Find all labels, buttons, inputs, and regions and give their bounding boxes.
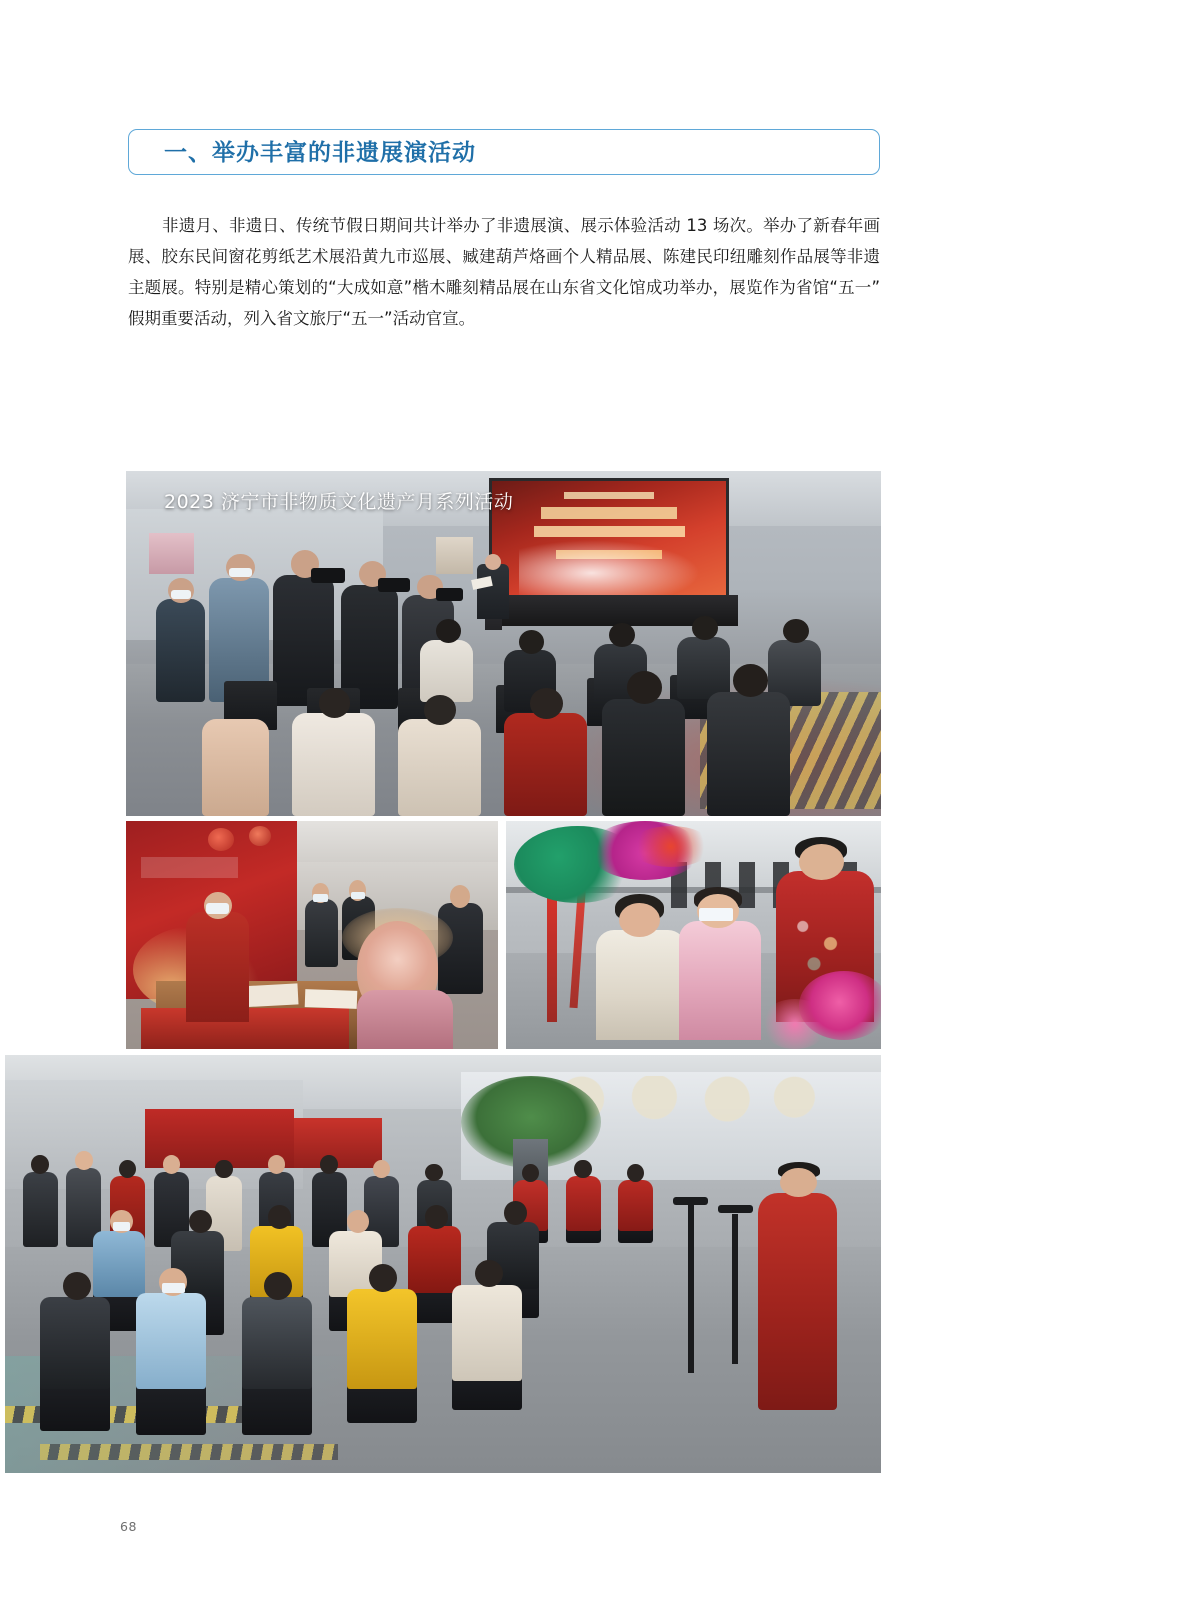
body-paragraph: 非遗月、非遗日、传统节假日期间共计举办了非遗展演、展示体验活动 13 场次。举办了新春年画展、胶东民间窗花剪纸艺术展沿黄九市巡展、臧建葫芦烙画个人精品展、陈建民印纽雕刻作品展等非遗主题展。特别是精心策划的“大成如意”楷木雕刻精品展在山东省文化馆成功举办，展览作为省馆“五一”假期重要活动，列入省文旅厅“五一”活动官宣。: [128, 216, 880, 328]
photo-caption-ceremony: 2023 济宁市非物质文化遗产月系列活动: [164, 491, 514, 513]
page-title: 一、举办丰富的非遗展演活动: [164, 140, 476, 166]
photo-performance: [5, 1055, 881, 1473]
photo-crafts: [506, 821, 881, 1049]
page-number: 68: [120, 1519, 137, 1534]
photo-calligraphy: [126, 821, 498, 1049]
photo-ceremony: [126, 471, 881, 816]
